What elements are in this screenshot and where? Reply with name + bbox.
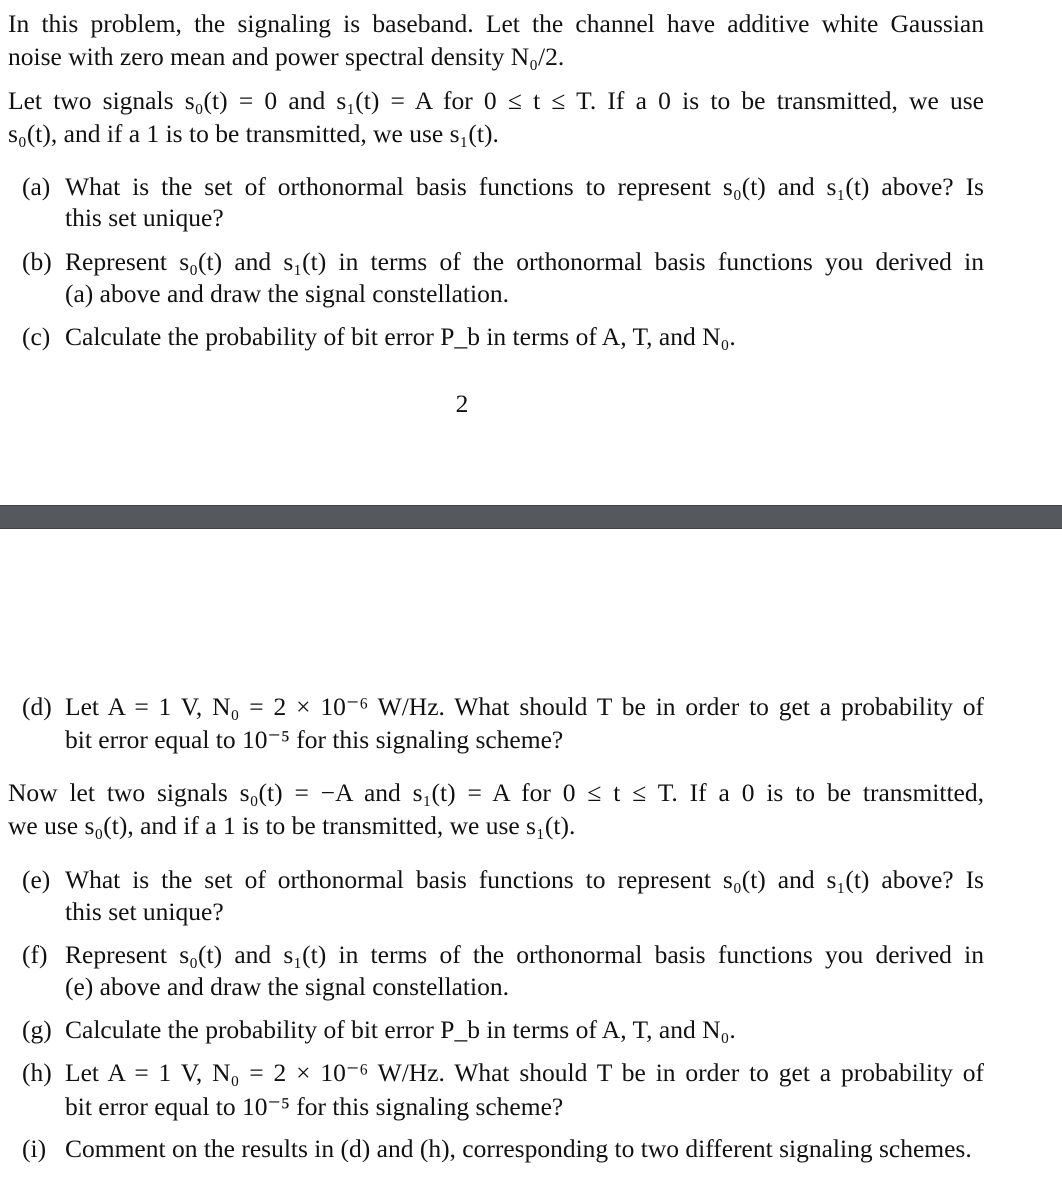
question-b-line-2: (a) above and draw the signal constellation.: [65, 279, 509, 308]
setup2-line-1: Now let two signals s₀(t) = −A and s₁(t) = A for 0 ≤ t ≤ T. If a 0 is to be transmitted,: [8, 778, 984, 807]
question-b-line-1: Represent s₀(t) and s₁(t) in terms of the orthonormal basis functions you derived in: [65, 247, 984, 276]
question-i-line-1: Comment on the results in (d) and (h), corresponding to two different signaling schemes.: [65, 1134, 972, 1163]
question-e-line-1: What is the set of orthonormal basis functions to represent s₀(t) and s₁(t) above? Is: [65, 865, 984, 894]
intro-line-1: In this problem, the signaling is baseband. Let the channel have additive white Gaussian: [8, 9, 984, 38]
question-d-line-1: Let A = 1 V, N₀ = 2 × 10⁻⁶ W/Hz. What should T be in order to get a probability of: [65, 692, 984, 721]
question-h-line-1: Let A = 1 V, N₀ = 2 × 10⁻⁶ W/Hz. What should T be in order to get a probability of: [65, 1058, 984, 1087]
question-a-line-2: this set unique?: [65, 203, 224, 232]
question-c-line-1: Calculate the probability of bit error P_b in terms of A, T, and N₀.: [65, 322, 736, 351]
question-g-line-1: Calculate the probability of bit error P_b in terms of A, T, and N₀.: [65, 1015, 736, 1044]
question-f-line-2: (e) above and draw the signal constellation.: [65, 972, 509, 1001]
question-a-line-1: What is the set of orthonormal basis functions to represent s₀(t) and s₁(t) above? Is: [65, 172, 984, 201]
question-b-label: (b): [22, 247, 52, 276]
question-d-line-2: bit error equal to 10⁻⁵ for this signaling scheme?: [65, 725, 564, 754]
document-page-1: [0, 0, 1062, 505]
question-h-line-2: bit error equal to 10⁻⁵ for this signaling scheme?: [65, 1092, 564, 1121]
question-e-label: (e): [22, 865, 51, 894]
question-c-label: (c): [22, 322, 51, 351]
intro-line-2: noise with zero mean and power spectral density N₀/2.: [8, 42, 565, 71]
question-a-label: (a): [22, 172, 51, 201]
question-e-line-2: this set unique?: [65, 897, 224, 926]
page-number: 2: [455, 389, 469, 418]
question-h-label: (h): [22, 1058, 52, 1087]
question-i-label: (i): [22, 1134, 47, 1163]
question-d-label: (d): [22, 692, 52, 721]
question-f-label: (f): [22, 940, 48, 969]
question-f-line-1: Represent s₀(t) and s₁(t) in terms of the orthonormal basis functions you derived in: [65, 940, 984, 969]
setup2-line-2: we use s₀(t), and if a 1 is to be transmitted, we use s₁(t).: [8, 811, 576, 840]
setup1-line-2: s₀(t), and if a 1 is to be transmitted, we use s₁(t).: [8, 119, 499, 148]
setup1-line-1: Let two signals s₀(t) = 0 and s₁(t) = A for 0 ≤ t ≤ T. If a 0 is to be transmitted, we use: [8, 86, 984, 115]
document-page-2: [0, 529, 1062, 1184]
page-separator: [0, 505, 1062, 529]
question-g-label: (g): [22, 1015, 52, 1044]
